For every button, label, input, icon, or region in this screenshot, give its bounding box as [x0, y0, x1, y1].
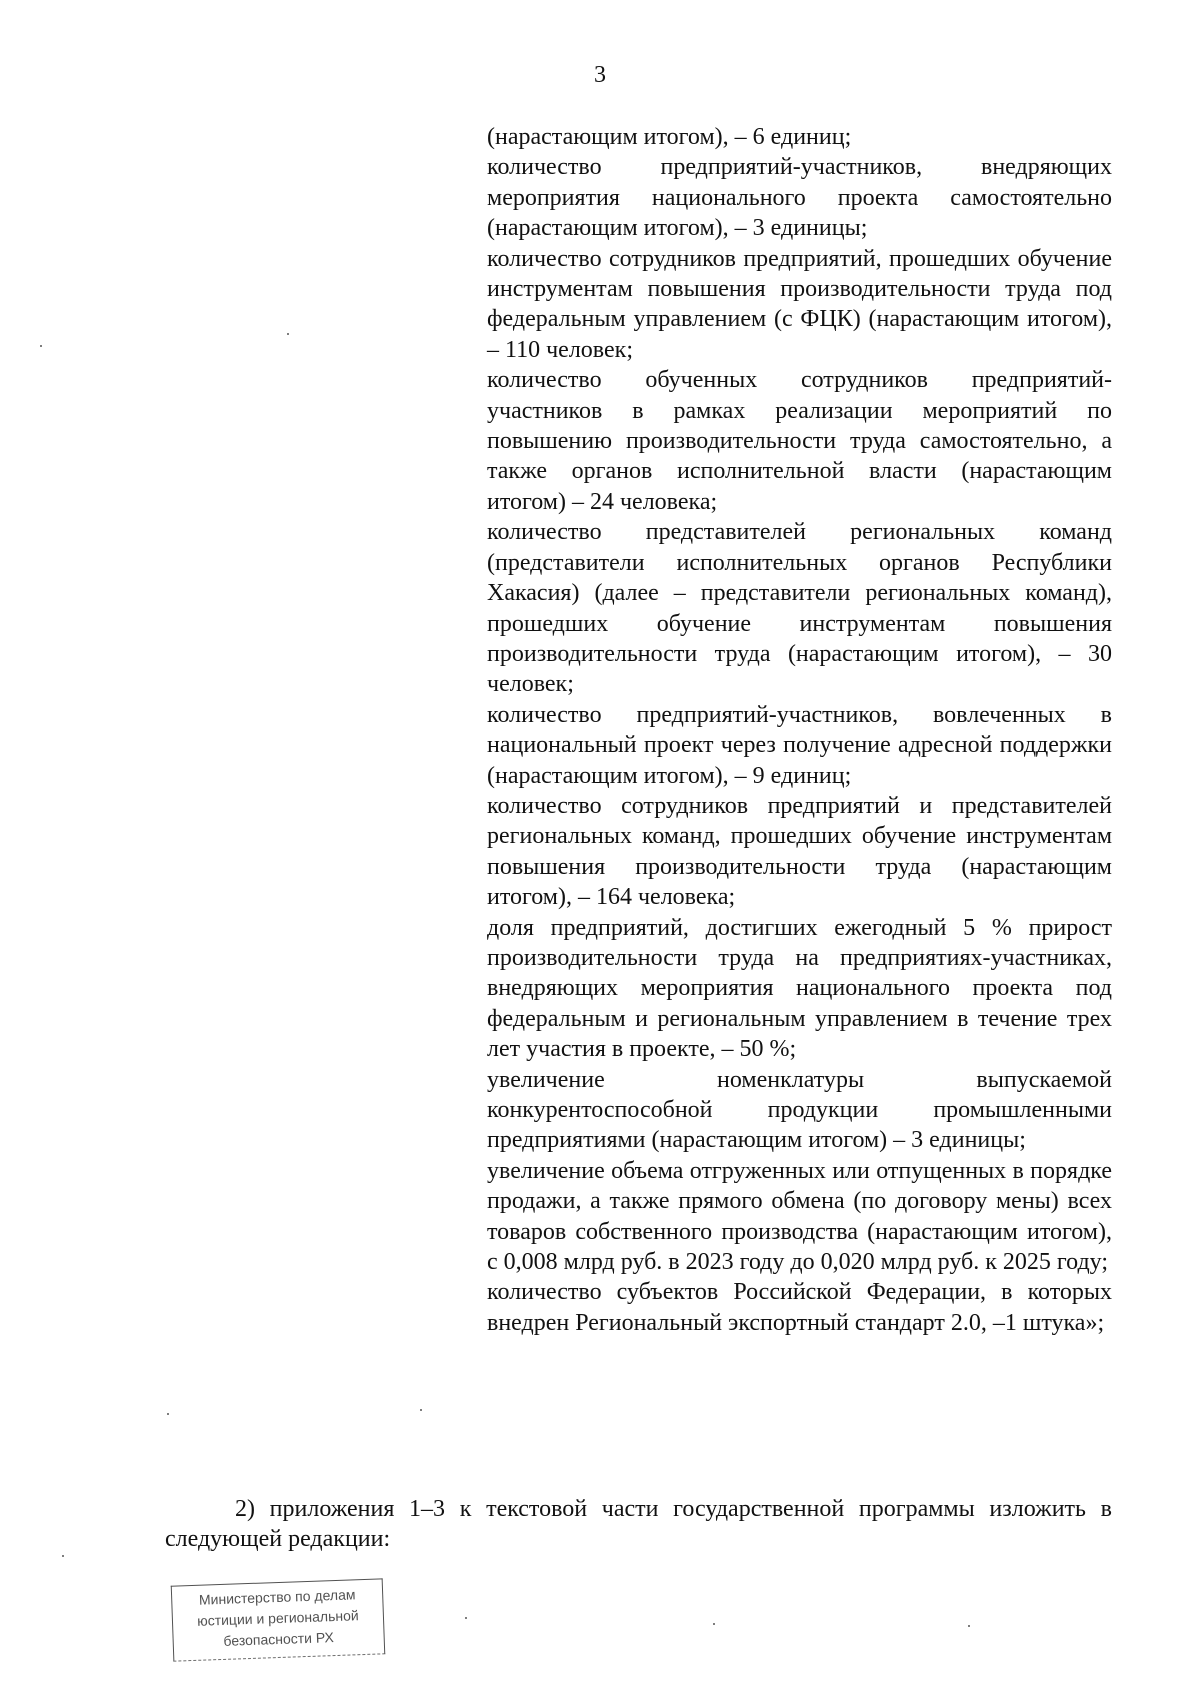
indicator-item: количество представителей региональных команд (представители исполнительных органов Республики Хакасия) (далее – представители региональных команд), прошедших обучение инструментам повышения производительности труда (нарастающим итогом), – 30 человек; [487, 519, 1112, 698]
indicator-item: количество обученных сотрудников предприятий-участников в рамках реализации мероприятий по повышению производительности труда самостоятельно, а также органов исполнительной власти (нарастающим итогом) – 24 человека; [487, 367, 1112, 515]
stamp-line: безопасности РХ [223, 1629, 335, 1649]
indicator-item: доля предприятий, достигших ежегодный 5 % прирост производительности труда на предприятиях-участниках, внедряющих мероприятия национального проекта под федеральным и региональным управлением в течение трех лет участия в проекте, – 50 %; [487, 914, 1112, 1063]
ministry-stamp [171, 1578, 386, 1661]
stamp-line: Министерство по делам [198, 1586, 356, 1608]
indicator-item: увеличение номенклатуры выпускаемой конкурентоспособной продукции промышленными предприятиями (нарастающим итогом) – 3 единицы; [487, 1066, 1112, 1154]
scan-speck [713, 1623, 715, 1625]
scan-speck [40, 345, 42, 347]
indicator-item: (нарастающим итогом), – 6 единиц; [487, 124, 852, 150]
scan-speck [167, 1413, 169, 1415]
indicator-item: количество предприятий-участников, внедряющих мероприятия национального проекта самостоятельно (нарастающим итогом), – 3 единицы; [487, 154, 1112, 242]
scan-speck [287, 333, 289, 335]
page-number: 3 [594, 62, 606, 88]
scan-speck [968, 1625, 970, 1627]
scan-speck [420, 1409, 422, 1411]
stamp-line: юстиции и региональной [196, 1607, 359, 1629]
scan-speck [62, 1555, 64, 1557]
amendment-paragraph: 2) приложения 1–3 к текстовой части государственной программы изложить в следующей редакции: [165, 1496, 1112, 1553]
indicator-item: увеличение объема отгруженных или отпущенных в порядке продажи, а также прямого обмена (по договору мены) всех товаров собственного производства (нарастающим итогом), с 0,008 млрд руб. в 2023 году до 0,020 млрд руб. к 2025 году; [487, 1157, 1112, 1276]
scan-speck [465, 1617, 467, 1619]
indicator-item: количество сотрудников предприятий, прошедших обучение инструментам повышения производительности труда под федеральным управлением (с ФЦК) (нарастающим итогом), – 110 человек; [487, 245, 1112, 363]
indicator-item: количество предприятий-участников, вовлеченных в национальный проект через получение адресной поддержки (нарастающим итогом), – 9 единиц; [487, 701, 1112, 789]
indicator-item: количество субъектов Российской Федерации, в которых внедрен Региональный экспортный стандарт 2.0, –1 штука»; [487, 1279, 1112, 1336]
indicator-item: количество сотрудников предприятий и представителей региональных команд, прошедших обучение инструментам повышения производительности труда (нарастающим итогом), – 164 человека; [487, 792, 1112, 911]
indicator-list [487, 122, 1112, 1338]
